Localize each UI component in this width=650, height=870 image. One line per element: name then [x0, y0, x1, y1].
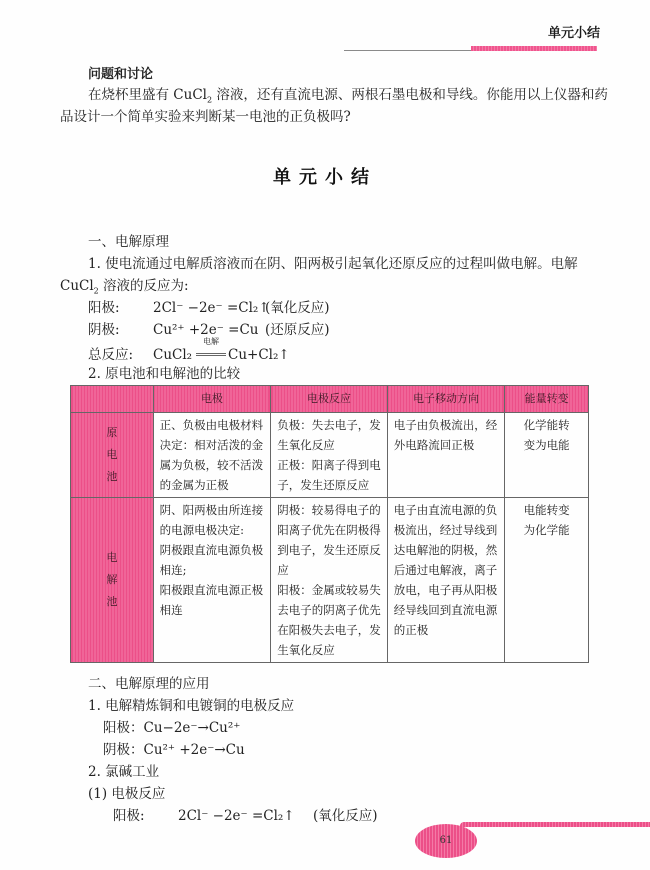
discussion-line-1	[88, 84, 608, 106]
cell-electron-flow	[387, 413, 505, 498]
cell-reaction	[271, 498, 388, 663]
cell-line: 变为电能	[523, 438, 570, 452]
cell-line: 的金属为正极	[159, 478, 229, 492]
part1-item1-line1: 1. 使电流通过电解质溶液而在阴、阳两极引起氧化还原反应的过程叫做电解。电解	[88, 256, 578, 272]
cell-line: 阳极：金属或较易失	[277, 583, 381, 597]
cell-line: 极流出，经过导线到	[393, 523, 498, 537]
part2-sub1: (1) 电极反应	[88, 786, 166, 802]
cell-line: 到电子，发生还原反	[277, 543, 381, 557]
cathode-equation: Cu²⁺ +2e⁻ =Cu	[153, 322, 259, 338]
table-row	[71, 413, 589, 498]
cell-line: 决定：相对活泼的金	[159, 438, 264, 452]
cell-line: 经导线回到直流电源	[393, 603, 498, 617]
cell-line: 相连	[159, 603, 183, 617]
part2-anode: 阳极：Cu−2e⁻→Cu²⁺	[103, 720, 241, 736]
cell-reaction	[271, 413, 388, 498]
cell-line: 电子由直流电源的负	[393, 503, 498, 517]
row-label-char: 解	[106, 573, 118, 586]
formula-text: CuCl	[60, 278, 94, 294]
cell-line: 阳极跟直流电源正极	[159, 583, 264, 597]
cell-line: 的电源电极决定:	[159, 523, 245, 537]
table-header-row	[71, 386, 589, 413]
part1-item1-line2	[60, 275, 189, 297]
discussion-heading: 问题和讨论	[88, 67, 154, 82]
part2-cathode: 阴极：Cu²⁺ +2e⁻→Cu	[103, 742, 245, 758]
comparison-table	[70, 385, 589, 663]
cell-line: 正极：阳离子得到电	[277, 458, 381, 472]
running-header-title: 单元小结	[547, 26, 600, 41]
part2-anode-label: 阳极:	[113, 808, 145, 824]
part1-heading: 一、电解原理	[88, 234, 169, 250]
header-blank	[71, 386, 154, 413]
part2-item1: 1. 电解精炼铜和电镀铜的电极反应	[88, 698, 295, 714]
header-energy: 能量转变	[505, 386, 589, 413]
row-label-char: 池	[106, 470, 118, 483]
cell-line: 正、负极由电极材料	[159, 418, 264, 432]
electrolysis-condition: 电解	[203, 337, 219, 346]
double-line-equals	[196, 353, 226, 356]
anode-equation: 2Cl⁻ −2e⁻ =Cl₂↑	[153, 300, 270, 316]
cell-electrode	[153, 498, 271, 663]
total-reaction-label: 总反应:	[88, 347, 134, 363]
cell-line: 去电子的阴离子优先	[277, 603, 381, 617]
body-text: 溶液的反应为:	[98, 278, 189, 294]
cell-line: 负极：失去电子，发	[277, 418, 381, 432]
cell-line: 的正极	[393, 623, 429, 637]
cell-energy	[505, 413, 589, 498]
part1-item2: 2. 原电池和电解池的比较	[88, 366, 241, 382]
anode-note: (氧化反应)	[265, 300, 330, 316]
cell-line: 达电解池的阴极，然	[393, 543, 498, 557]
section-title: 单元小结	[273, 167, 377, 188]
subscript: 2	[206, 95, 213, 105]
discussion-line-2: 品设计一个简单实验来判断某一电池的正负极吗?	[60, 109, 351, 125]
row-label-electrolytic-cell	[71, 498, 154, 663]
anode-label: 阳极:	[88, 300, 120, 316]
cell-line: 外电路流回正极	[393, 438, 475, 452]
header-reaction: 电极反应	[271, 386, 388, 413]
row-label-galvanic-cell	[71, 413, 154, 498]
header-rule	[344, 50, 474, 51]
total-reaction-lhs: CuCl₂	[153, 347, 193, 363]
cell-line: 属为负极，较不活泼	[159, 458, 264, 472]
row-label-char: 电	[106, 448, 118, 461]
row-label-char: 电	[106, 551, 118, 564]
header-accent-bar	[471, 46, 597, 51]
cell-line: 相连;	[159, 563, 187, 577]
cell-line: 后通过电解液，离子	[393, 563, 498, 577]
cell-line: 应	[277, 563, 289, 577]
cell-line: 子，发生还原反应	[277, 478, 370, 492]
cell-line: 电子由负极流出，经	[393, 418, 498, 432]
row-label-char: 池	[106, 595, 118, 608]
cell-line: 阳离子优先在阴极得	[277, 523, 381, 537]
cell-line: 放电，电子再从阳极	[393, 583, 498, 597]
page-number-badge: 61	[415, 824, 477, 858]
discussion-text: 在烧杯里盛有 CuCl	[88, 87, 207, 103]
cathode-label: 阴极:	[88, 322, 120, 338]
cell-line: 阴、阳两极由所连接	[159, 503, 264, 517]
cathode-note: (还原反应)	[265, 322, 330, 338]
part2-anode-note: (氧化反应)	[313, 808, 378, 824]
cell-electrode	[153, 413, 271, 498]
cell-line: 为化学能	[523, 523, 570, 537]
cell-line: 在阳极失去电子，发	[277, 623, 381, 637]
table-row	[71, 498, 589, 663]
row-label-char: 原	[106, 426, 118, 439]
cell-line: 阴极跟直流电源负极	[159, 543, 264, 557]
subscript: 2	[93, 286, 99, 296]
part2-heading: 二、电解原理的应用	[88, 676, 210, 692]
cell-line: 生氧化反应	[277, 438, 335, 452]
cell-line: 阴极：较易得电子的	[277, 503, 381, 517]
cell-line: 生氧化反应	[277, 643, 335, 657]
header-electrode: 电极	[153, 386, 271, 413]
total-reaction-rhs: Cu+Cl₂↑	[228, 347, 290, 363]
cell-line: 化学能转	[523, 418, 570, 432]
footer-accent-bar	[460, 822, 650, 827]
cell-electron-flow	[387, 498, 505, 663]
cell-line: 电能转变	[523, 503, 570, 517]
header-electron-flow: 电子移动方向	[387, 386, 505, 413]
part2-anode-equation: 2Cl⁻ −2e⁻ =Cl₂↑	[178, 808, 295, 824]
cell-energy	[505, 498, 589, 663]
discussion-text: 溶液，还有直流电源、两根石墨电极和导线。你能用以上仪器和药	[212, 87, 608, 103]
part2-item2: 2. 氯碱工业	[88, 764, 160, 780]
